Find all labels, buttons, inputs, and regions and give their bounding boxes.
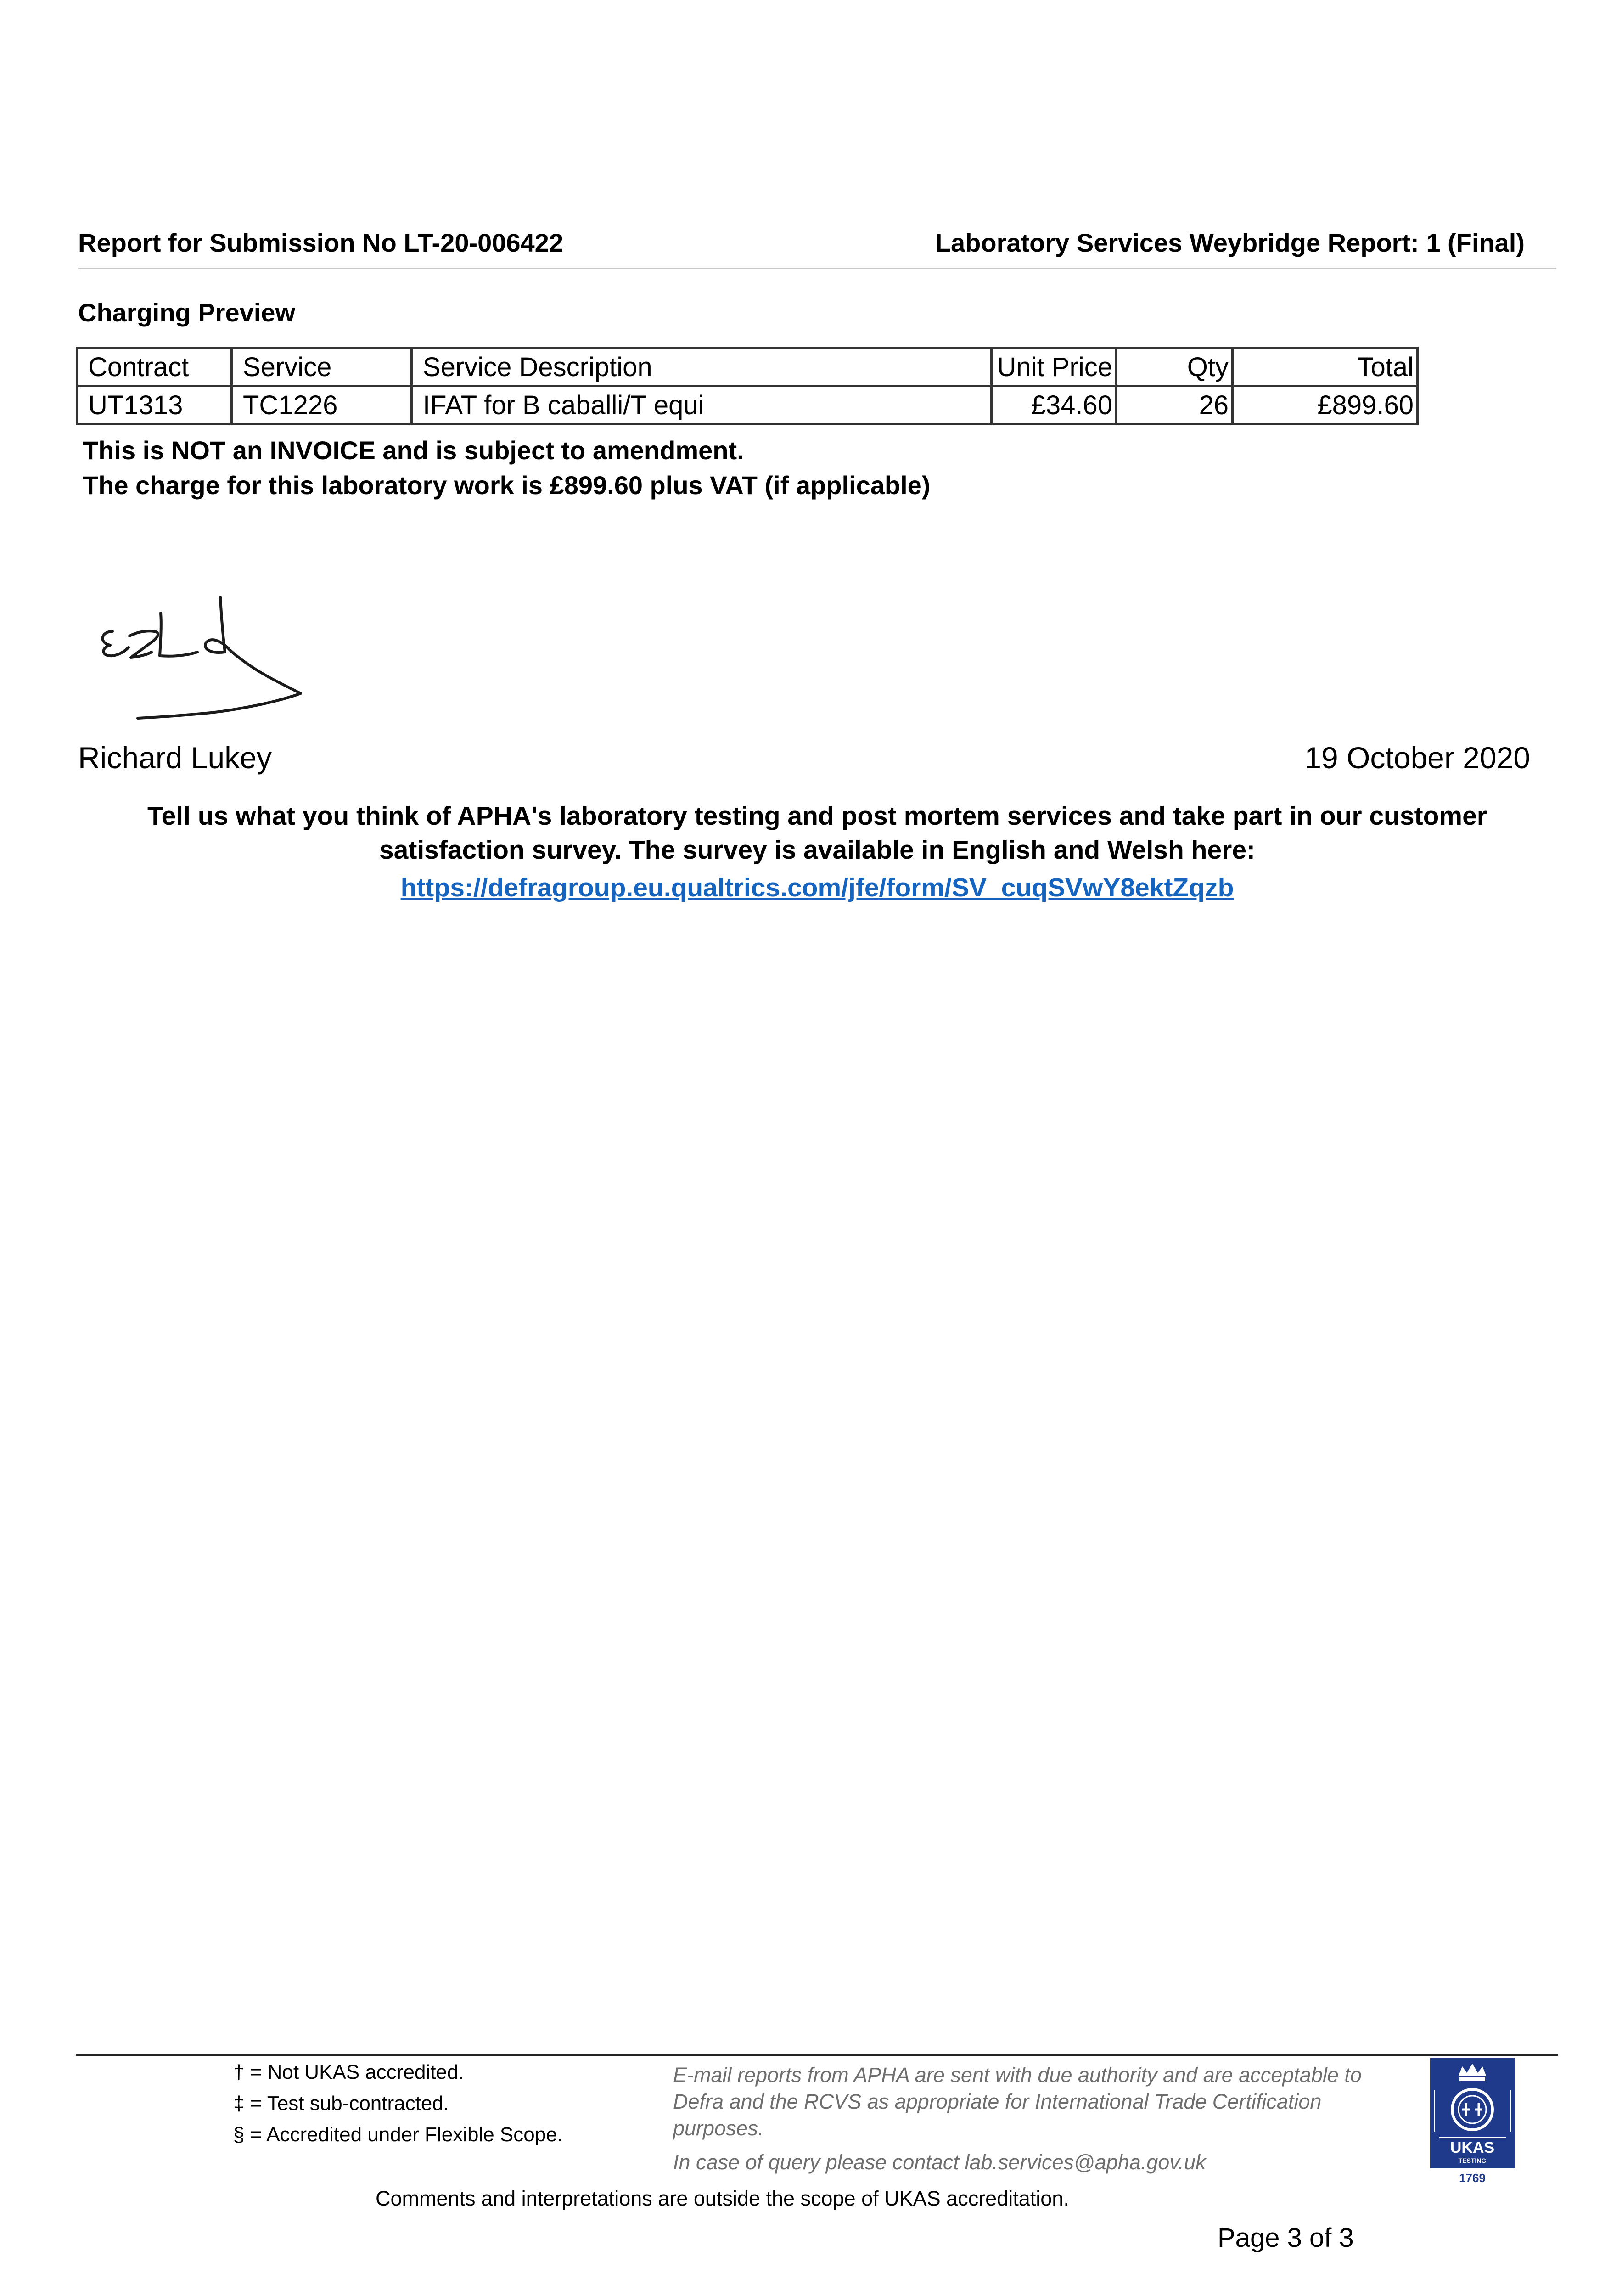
ukas-scope-note: Comments and interpretations are outside the scope of UKAS accreditation. [376,2187,1069,2210]
signature-date: 19 October 2020 [1304,741,1530,775]
signer-name: Richard Lukey [78,741,272,775]
survey-link[interactable]: https://defragroup.eu.qualtrics.com/jfe/form/SV_cuqSVwY8ektZqzb [400,873,1234,902]
charging-table [76,347,1419,425]
legend-sub-contracted: ‡ = Test sub-contracted. [233,2092,449,2115]
table-cell: IFAT for B caballi/T equi [412,386,992,424]
table-cell: UT1313 [77,386,232,424]
column-header: Unit Price [992,348,1117,386]
ukas-logo-testing: TESTING [1458,2157,1487,2164]
table-cell: 26 [1117,386,1233,424]
footer-divider [76,2054,1558,2056]
table-cell: £34.60 [992,386,1117,424]
column-header: Service Description [412,348,992,386]
ukas-logo [1430,2058,1515,2189]
column-header: Service [232,348,412,386]
handwritten-signature [92,588,321,735]
table-header-row [77,348,1418,386]
email-report-note: E-mail reports from APHA are sent with due authority and are acceptable to Defra and the RCVS as appropriate for International Trade Certification purposes. [673,2063,1362,2140]
ukas-logo-word: UKAS [1450,2139,1495,2156]
section-title: Charging Preview [78,298,296,327]
query-contact-note: In case of query please contact lab.services@apha.gov.uk [673,2150,1206,2174]
survey-line-1: Tell us what you think of APHA's laboratory testing and post mortem services and take part in our customer [147,801,1487,831]
header-divider [78,268,1556,269]
column-header: Qty [1117,348,1233,386]
page-number: Page 3 of 3 [1218,2223,1354,2253]
survey-invitation [78,799,1556,867]
legend-flexible-scope: § = Accredited under Flexible Scope. [233,2123,563,2146]
table-row [77,386,1418,424]
report-submission-title: Report for Submission No LT-20-006422 [78,228,563,257]
column-header: Total [1233,348,1418,386]
column-header: Contract [77,348,232,386]
report-lab-title: Laboratory Services Weybridge Report: 1 (Final) [935,228,1525,257]
table-cell: TC1226 [232,386,412,424]
table-cell: £899.60 [1233,386,1418,424]
invoice-note: This is NOT an INVOICE and is subject to amendment. [83,436,744,465]
legend-not-accredited: † = Not UKAS accredited. [233,2061,464,2083]
ukas-logo-number: 1769 [1459,2171,1486,2185]
survey-line-2: satisfaction survey. The survey is available in English and Welsh here: [379,835,1256,865]
charge-note: The charge for this laboratory work is £899.60 plus VAT (if applicable) [83,471,931,500]
